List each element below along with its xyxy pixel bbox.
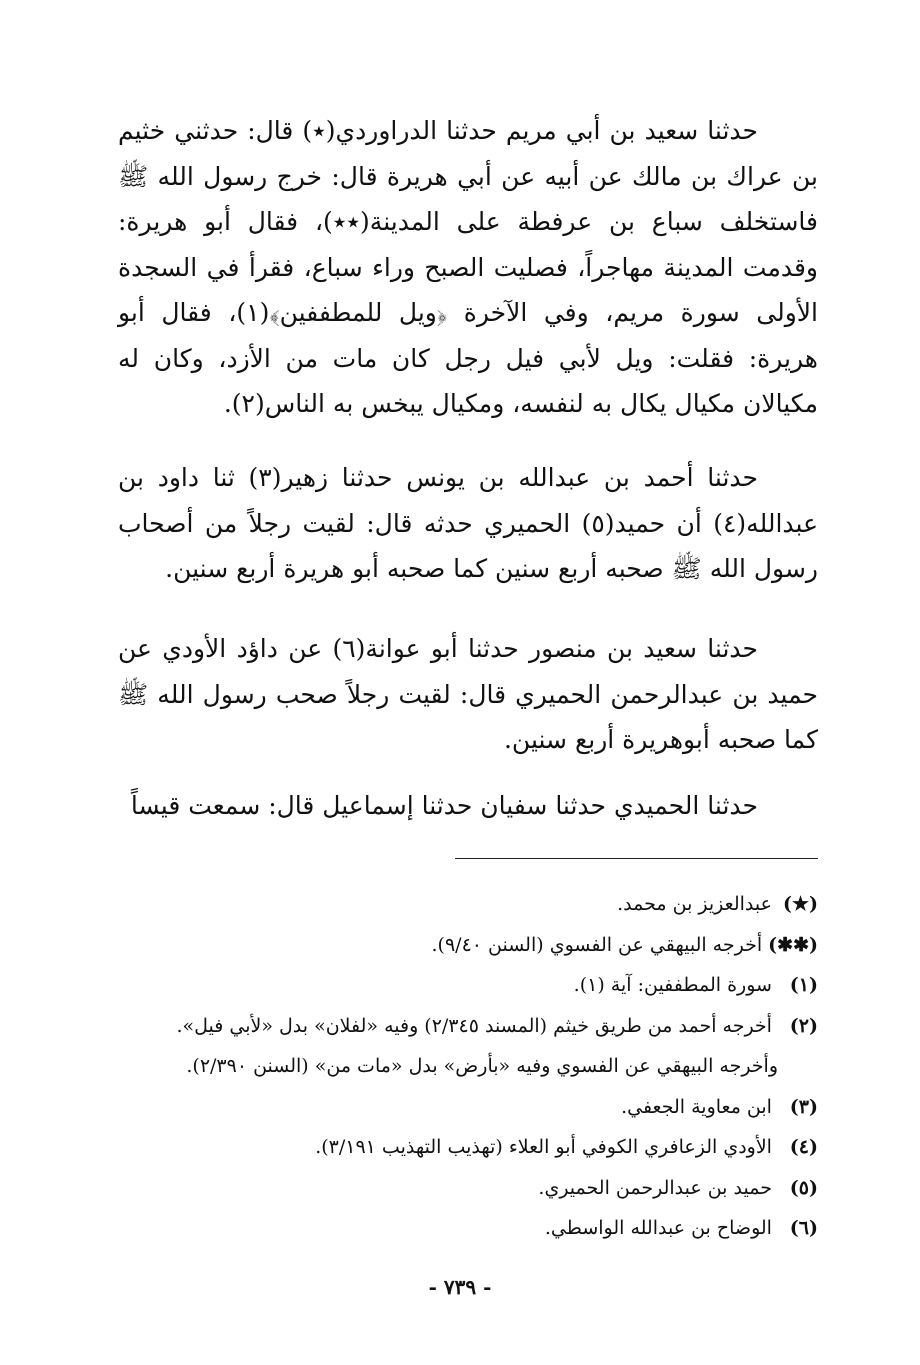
footnote-text: الوضاح بن عبدالله الواسطي.	[544, 1217, 772, 1239]
footnote-2-continuation: وأخرجه البيهقي عن الفسوي وفيه «بأرض» بدل «مات من» (السنن ٢/٣٩٠).	[186, 1055, 778, 1077]
footnote-separator	[455, 858, 818, 859]
footnote-6	[118, 1208, 818, 1249]
footnote-marker: (✱✱)	[768, 933, 818, 956]
footnote-marker: (★)	[782, 893, 818, 915]
footnote-text: ابن معاوية الجعفي.	[621, 1095, 772, 1118]
footnote-text: أخرجه أحمد من طريق خيثم (المسند ٢/٣٤٥) وفيه «لفلان» بدل «لأبي فيل».	[176, 1014, 772, 1037]
footnote-marker: (٣)	[789, 1095, 818, 1118]
footnote-text: حميد بن عبدالرحمن الحميري.	[538, 1176, 772, 1199]
paragraph-text: حدثنا الحميدي حدثنا سفيان حدثنا إسماعيل قال: سمعت قيساً	[130, 791, 758, 820]
footnote-star	[118, 884, 818, 925]
footnote-marker: (٢)	[789, 1014, 818, 1037]
footnote-marker: (٦)	[789, 1217, 818, 1239]
hadith-paragraph-1	[118, 108, 818, 427]
footnote-4	[118, 1127, 818, 1168]
footnote-3	[118, 1087, 818, 1128]
footnote-text: عبدالعزيز بن محمد.	[617, 893, 772, 915]
footnote-marker: (٤)	[789, 1136, 818, 1158]
footnote-marker: (١)	[789, 974, 818, 996]
footnote-marker: (٥)	[789, 1176, 818, 1199]
page-number: - ٧٣٩ -	[428, 1275, 492, 1299]
hadith-paragraph-3	[118, 626, 818, 763]
footnotes	[118, 884, 818, 1249]
paragraph-text: حدثنا سعيد بن منصور حدثنا أبو عوانة(٦) عن داؤد الأودي عن حميد بن عبدالرحمن الحميري قال: لقيت رجلاً صحب رسول الله ﷺ كما صحبه أبوهريرة أربع سنين.	[118, 634, 818, 754]
footnote-text: سورة المطففين: آية (١).	[573, 974, 772, 996]
footnote-text: أخرجه البيهقي عن الفسوي (السنن ٩/٤٠).	[431, 933, 763, 956]
paragraph-text: حدثنا سعيد بن أبي مريم حدثنا الدراوردي(٭) قال: حدثني خثيم بن عراك بن مالك عن أبيه عن أبي هريرة قال: خرج رسول الله ﷺ فاستخلف سباع بن عرفطة على المدينة(٭٭)، فقال أبو هريرة: وقدمت المدينة مهاجراً، فصليت الصبح وراء سباع، فقرأ في السجدة الأولى سورة مريم، وفي الآخرة ﴿ويل للمطففين﴾(١)، فقال أبو هريرة: فقلت: ويل لأبي فيل رجل كان مات من الأزد، وكان له مكيالان مكيال يكال به لنفسه، ومكيال يبخس به الناس(٢).	[118, 116, 818, 418]
hadith-paragraph-4	[118, 783, 818, 829]
paragraph-text: حدثنا أحمد بن عبدالله بن يونس حدثنا زهير(٣) ثنا داود بن عبدالله(٤) أن حميد(٥) الحميري حدثه قال: لقيت رجلاً من أصحاب رسول الله ﷺ صحبه أربع سنين كما صحبه أبو هريرة أربع سنين.	[118, 463, 819, 583]
footnote-5	[118, 1168, 818, 1209]
footnote-1	[118, 965, 818, 1006]
footnote-text: الأودي الزعافري الكوفي أبو العلاء (تهذيب التهذيب ٣/١٩١).	[315, 1136, 772, 1158]
footnote-2	[118, 1006, 818, 1047]
hadith-paragraph-2	[118, 455, 818, 592]
footnote-double-star	[118, 925, 818, 966]
